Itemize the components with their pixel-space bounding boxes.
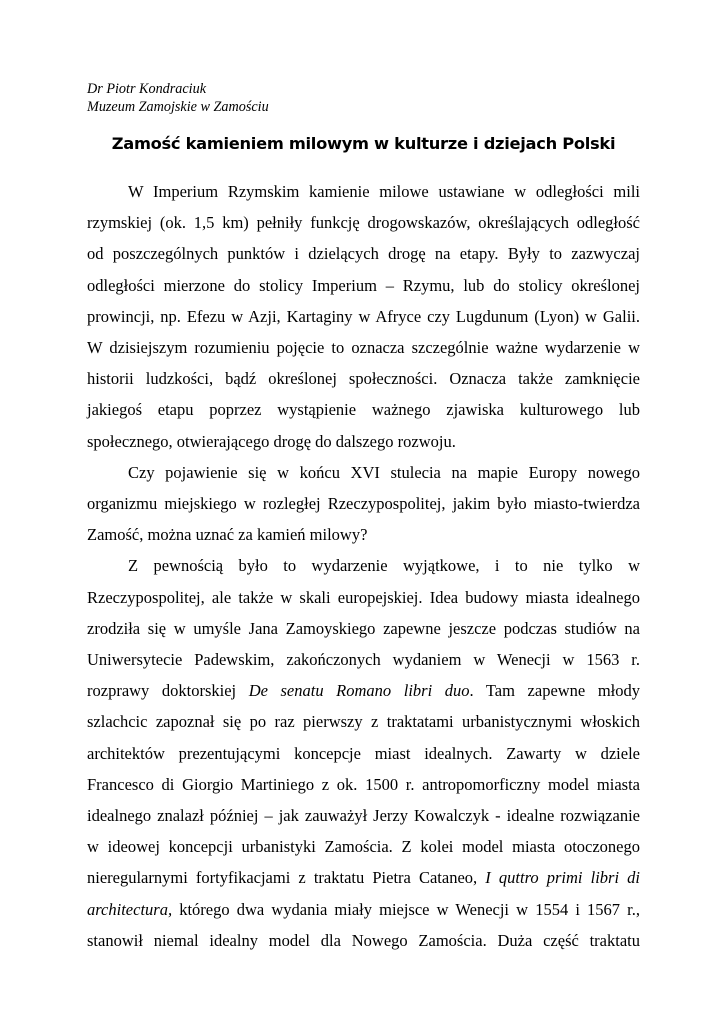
text-line: W dzisiejszym rozumieniu pojęcie to oznacza szczególnie ważne wydarzenie w	[87, 338, 640, 358]
text-line: W Imperium Rzymskim kamienie milowe ustawiane w odległości mili	[128, 182, 640, 201]
text-line: od poszczególnych punktów i dzielących drogę na etapy. Były to zazwyczaj	[87, 244, 640, 264]
text-line: Uniwersytecie Padewskim, zakończonych wydaniem w Wenecji w 1563 r.	[87, 650, 640, 670]
text-line: prowincji, np. Efezu w Azji, Kartaginy w Afryce czy Lugdunum (Lyon) w Galii.	[87, 306, 640, 326]
text-line: odległości mierzone do stolicy Imperium – Rzymu, lub do stolicy określonej	[87, 275, 640, 295]
author-name: Dr Piotr Kondraciuk	[87, 81, 207, 97]
document-page	[87, 80, 640, 956]
text-line	[87, 862, 640, 893]
text-line: szlachcic zapoznał się po raz pierwszy z traktatami urbanistycznymi włoskich	[87, 712, 640, 732]
book-title-italic: I quttro primi libri di	[485, 868, 640, 888]
text-segment: rozprawy doktorskiej	[87, 681, 237, 701]
text-line: Rzeczypospolitej, ale także w skali europejskiej. Idea budowy miasta idealnego	[87, 587, 640, 607]
text-segment: którego dwa wydania miały miejsce w Wenecji w 1554 i 1567 r.,	[179, 899, 641, 919]
text-line: społecznego, otwierającego drogę do dalszego rozwoju.	[87, 431, 456, 451]
text-segment: . Tam zapewne młody	[469, 681, 640, 701]
paragraph-1	[87, 176, 640, 457]
text-line: zrodziła się w umyśle Jana Zamoyskiego zapewne jeszcze podczas studiów na	[87, 618, 640, 638]
text-line: jakiegoś etapu poprzez wystąpienie ważnego zjawiska kulturowego lub	[87, 400, 640, 420]
text-line: historii ludzkości, bądź określonej społeczności. Oznacza także zamknięcie	[87, 369, 640, 389]
text-line: Z pewnością było to wydarzenie wyjątkowe, i to nie tylko w	[128, 556, 640, 576]
document-body	[87, 176, 640, 956]
author-affiliation: Muzeum Zamojskie w Zamościu	[87, 99, 269, 115]
text-line: architektów prezentującymi koncepcje miast idealnych. Zawarty w dziele	[87, 743, 640, 763]
text-line: stanowił niemal idealny model dla Nowego Zamościa. Duża część traktatu	[87, 930, 640, 950]
text-line: rzymskiej (ok. 1,5 km) pełniły funkcję drogowskazów, określających odległość	[87, 213, 640, 233]
text-line: Czy pojawienie się w końcu XVI stulecia na mapie Europy nowego	[128, 462, 640, 482]
book-title-italic: De senatu Romano libri duo	[248, 681, 470, 701]
text-line: Zamość, można uznać za kamień milowy?	[87, 525, 368, 545]
text-line: idealnego znalazł później – jak zauważył Jerzy Kowalczyk - idealne rozwiązanie	[87, 806, 640, 826]
text-segment: nieregularnymi fortyfikacjami z traktatu Pietra Cataneo,	[87, 868, 478, 888]
text-line	[87, 675, 640, 706]
text-line: w ideowej koncepcji urbanistyki Zamościa. Z kolei model miasta otoczonego	[87, 837, 640, 857]
text-line: organizmu miejskiego w rozległej Rzeczypospolitej, jakim było miasto-twierdza	[87, 494, 640, 514]
text-line: Francesco di Giorgio Martiniego z ok. 1500 r. antropomorficzny model miasta	[87, 774, 640, 794]
document-title: Zamość kamieniem milowym w kulturze i dziejach Polski	[111, 134, 616, 153]
paragraph-2	[87, 457, 640, 551]
paragraph-3	[87, 550, 640, 956]
book-title-italic: architectura,	[87, 899, 173, 919]
text-line	[87, 894, 640, 925]
